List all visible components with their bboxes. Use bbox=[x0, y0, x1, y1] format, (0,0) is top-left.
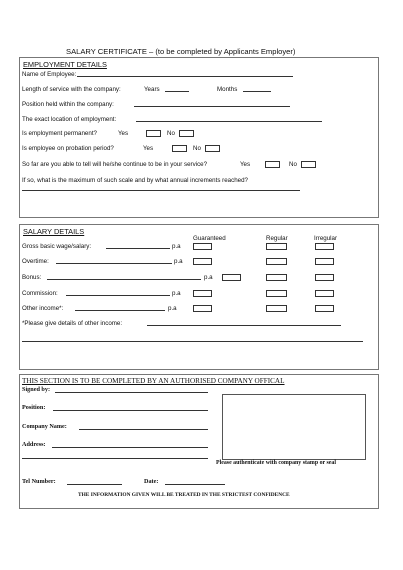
authorised-heading: THIS SECTION IS TO BE COMPLETED BY AN AUTHORISED COMPANY OFFICAL bbox=[22, 377, 285, 385]
address-field-2[interactable] bbox=[22, 458, 208, 459]
other-income-field[interactable] bbox=[75, 310, 165, 311]
commission-guaranteed-checkbox[interactable] bbox=[193, 290, 212, 297]
col-regular-header: Regular bbox=[266, 235, 288, 242]
position-held-field[interactable] bbox=[134, 106, 290, 107]
gross-wage-label: Gross basic wage/salary: bbox=[22, 243, 92, 250]
address-label: Address: bbox=[22, 441, 46, 448]
continue-no-label: No bbox=[289, 161, 297, 168]
bonus-regular-checkbox[interactable] bbox=[266, 274, 287, 281]
other-income-label: Other income*: bbox=[22, 305, 64, 312]
name-of-employee-label: Name of Employee: bbox=[22, 71, 77, 78]
company-name-field[interactable] bbox=[79, 429, 208, 430]
continue-service-label: So far are you able to tell will he/she continue to be in your service? bbox=[22, 161, 208, 168]
length-of-service-label: Length of service with the company: bbox=[22, 86, 121, 93]
months-field[interactable] bbox=[243, 91, 271, 92]
max-scale-label: If so, what is the maximum of such scale and by what annual increments reached? bbox=[22, 177, 248, 184]
permanent-no-checkbox[interactable] bbox=[179, 130, 194, 137]
company-name-label: Company Name: bbox=[22, 423, 67, 430]
permanent-no-label: No bbox=[167, 130, 175, 137]
signed-by-label: Signed by: bbox=[22, 386, 51, 393]
col-guaranteed-header: Guaranteed bbox=[193, 235, 226, 242]
tel-number-label: Tel Number: bbox=[22, 478, 56, 485]
exact-location-field[interactable] bbox=[136, 121, 322, 122]
commission-irregular-checkbox[interactable] bbox=[315, 290, 334, 297]
bonus-pa: p.a bbox=[204, 274, 213, 281]
confidential-note: THE INFORMATION GIVEN WILL BE TREATED IN THE STRICTEST CONFIDENCE bbox=[78, 492, 290, 498]
tel-number-field[interactable] bbox=[67, 484, 122, 485]
bonus-label: Bonus: bbox=[22, 274, 42, 281]
probation-no-label: No bbox=[193, 145, 201, 152]
signed-by-field[interactable] bbox=[55, 392, 208, 393]
other-income-guaranteed-checkbox[interactable] bbox=[193, 305, 212, 312]
permanent-yes-label: Yes bbox=[118, 130, 129, 137]
permanent-yes-checkbox[interactable] bbox=[146, 130, 161, 137]
col-irregular-header: Irregular bbox=[314, 235, 338, 242]
overtime-pa: p.a bbox=[174, 258, 183, 265]
other-income-irregular-checkbox[interactable] bbox=[315, 305, 334, 312]
bonus-irregular-checkbox[interactable] bbox=[315, 274, 334, 281]
employment-heading: EMPLOYMENT DETAILS bbox=[23, 60, 107, 69]
exact-location-label: The exact location of employment: bbox=[22, 116, 117, 123]
page-title: SALARY CERTIFICATE – (to be completed by Applicants Employer) bbox=[66, 47, 296, 56]
overtime-field[interactable] bbox=[56, 263, 172, 264]
other-income-details-field-1[interactable] bbox=[147, 325, 341, 326]
commission-label: Commission: bbox=[22, 290, 58, 297]
salary-heading: SALARY DETAILS bbox=[23, 227, 85, 236]
gross-wage-regular-checkbox[interactable] bbox=[266, 243, 287, 250]
employment-section bbox=[19, 57, 379, 218]
continue-yes-label: Yes bbox=[240, 161, 251, 168]
other-income-details-field-2[interactable] bbox=[22, 341, 363, 342]
on-probation-label: Is employee on probation period? bbox=[22, 145, 114, 152]
commission-field[interactable] bbox=[66, 295, 170, 296]
months-label: Months bbox=[217, 86, 238, 93]
position-held-label: Position held within the company: bbox=[22, 101, 114, 108]
commission-pa: p.a bbox=[172, 290, 181, 297]
continue-no-checkbox[interactable] bbox=[301, 161, 316, 168]
gross-wage-field[interactable] bbox=[106, 248, 170, 249]
max-scale-field[interactable] bbox=[22, 190, 300, 191]
company-stamp-box[interactable] bbox=[222, 394, 366, 460]
probation-no-checkbox[interactable] bbox=[205, 145, 220, 152]
other-income-pa: p.a bbox=[168, 305, 177, 312]
position-label: Position: bbox=[22, 404, 46, 411]
gross-wage-irregular-checkbox[interactable] bbox=[315, 243, 334, 250]
bonus-field[interactable] bbox=[47, 279, 201, 280]
commission-regular-checkbox[interactable] bbox=[266, 290, 287, 297]
bonus-guaranteed-checkbox[interactable] bbox=[222, 274, 241, 281]
overtime-label: Overtime: bbox=[22, 258, 49, 265]
position-field[interactable] bbox=[53, 410, 208, 411]
years-field[interactable] bbox=[165, 91, 189, 92]
overtime-irregular-checkbox[interactable] bbox=[315, 258, 334, 265]
other-income-regular-checkbox[interactable] bbox=[266, 305, 287, 312]
address-field-1[interactable] bbox=[52, 447, 208, 448]
date-label: Date: bbox=[144, 478, 159, 485]
gross-wage-guaranteed-checkbox[interactable] bbox=[193, 243, 212, 250]
date-field[interactable] bbox=[165, 484, 225, 485]
is-permanent-label: Is employment permanent? bbox=[22, 130, 97, 137]
probation-yes-label: Yes bbox=[143, 145, 154, 152]
overtime-guaranteed-checkbox[interactable] bbox=[193, 258, 212, 265]
probation-yes-checkbox[interactable] bbox=[172, 145, 187, 152]
years-label: Years bbox=[144, 86, 160, 93]
overtime-regular-checkbox[interactable] bbox=[266, 258, 287, 265]
other-income-details-label: *Please give details of other income: bbox=[22, 320, 123, 327]
gross-wage-pa: p.a bbox=[172, 243, 181, 250]
stamp-note: Please authenticate with company stamp or seal bbox=[216, 460, 336, 466]
continue-yes-checkbox[interactable] bbox=[265, 161, 280, 168]
name-of-employee-field[interactable] bbox=[77, 76, 293, 77]
